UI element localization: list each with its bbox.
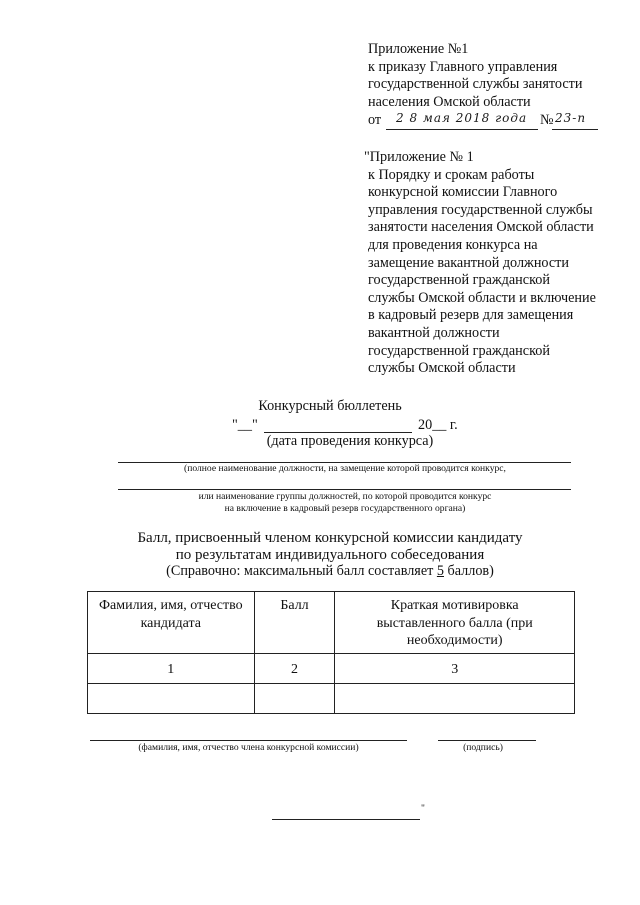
header-score: Балл [254,592,335,654]
handwritten-date: 2 8 мая 2018 года [396,111,528,125]
table-row-empty [88,684,575,714]
appendix1-line2: к приказу Главного управления [368,58,558,75]
appendix2-line: вакантной должности [368,324,500,341]
appendix2-line: управления государственной службы [368,201,593,218]
header-motivation: Краткая мотивировка выставленного балла (при необходимости) [335,592,575,654]
date-day-field: "__" [232,417,258,433]
date-caption: (дата проведения конкурса) [266,433,434,449]
table-header-row [88,592,575,654]
member-name-line [90,740,407,741]
date-underline [386,129,538,130]
position-caption-3: на включение в кадровый резерв государственного органа) [224,503,466,514]
table-cell-number: 1 [88,654,255,684]
appendix1-line1: Приложение №1 [368,41,469,57]
table-row-numbers [88,654,575,684]
closing-quote: " [421,803,425,814]
position-caption-2: или наименование группы должностей, по которой проводится конкурс [198,491,492,502]
date-year-field: 20__ г. [418,417,458,433]
bulletin-title: Конкурсный бюллетень [258,398,402,414]
appendix2-line: службы Омской области [368,360,516,377]
appendix1-line4: населения Омской области [368,93,531,110]
order-date-row [368,112,618,132]
appendix2-line: службы Омской области и включение [368,289,596,306]
score-note-max: 5 [436,563,444,579]
member-name-caption: (фамилия, имя, отчество члена конкурсной комиссии) [138,742,359,753]
table-cell-number: 2 [254,654,335,684]
number-label: № [540,112,554,128]
appendix2-line: конкурсной комиссии Главного [368,184,558,201]
number-underline [552,129,598,130]
handwritten-number: 23-п [555,111,587,125]
appendix2-line: к Порядку и срокам работы [368,166,535,183]
score-heading-1: Балл, присвоенный членом конкурсной комиссии кандидату [137,530,523,546]
closing-line [272,819,420,820]
position-line-2 [118,489,571,490]
appendix2-line: для проведения конкурса на [368,236,538,253]
table-cell-empty [335,684,575,714]
appendix2-line: замещение вакантной должности [368,254,569,271]
score-note-prefix: (Справочно: максимальный балл составляет [166,563,437,579]
appendix2-line: "Приложение № 1 [364,149,474,165]
position-caption-1: (полное наименование должности, на замещение которой проводится конкурс, [184,463,506,474]
signature-line [438,740,536,741]
signature-caption: (подпись) [463,742,503,753]
table-cell-number: 3 [335,654,575,684]
score-table [87,591,575,714]
score-note [90,563,570,581]
score-note-suffix: баллов) [443,563,494,579]
appendix2-line: государственной гражданской [368,272,550,289]
appendix2-line: в кадровый резерв для замещения [368,307,574,324]
appendix2-block [364,149,626,378]
from-label: от [368,112,382,128]
score-heading-2: по результатам индивидуального собеседования [175,547,485,563]
appendix2-line: занятости населения Омской области [368,219,594,236]
appendix2-line: государственной гражданской [368,342,550,359]
table-cell-empty [88,684,255,714]
table-cell-empty [254,684,335,714]
appendix1-block [368,41,582,111]
appendix1-line3: государственной службы занятости [368,76,583,93]
header-candidate-name: Фамилия, имя, отчество кандидата [88,592,255,654]
